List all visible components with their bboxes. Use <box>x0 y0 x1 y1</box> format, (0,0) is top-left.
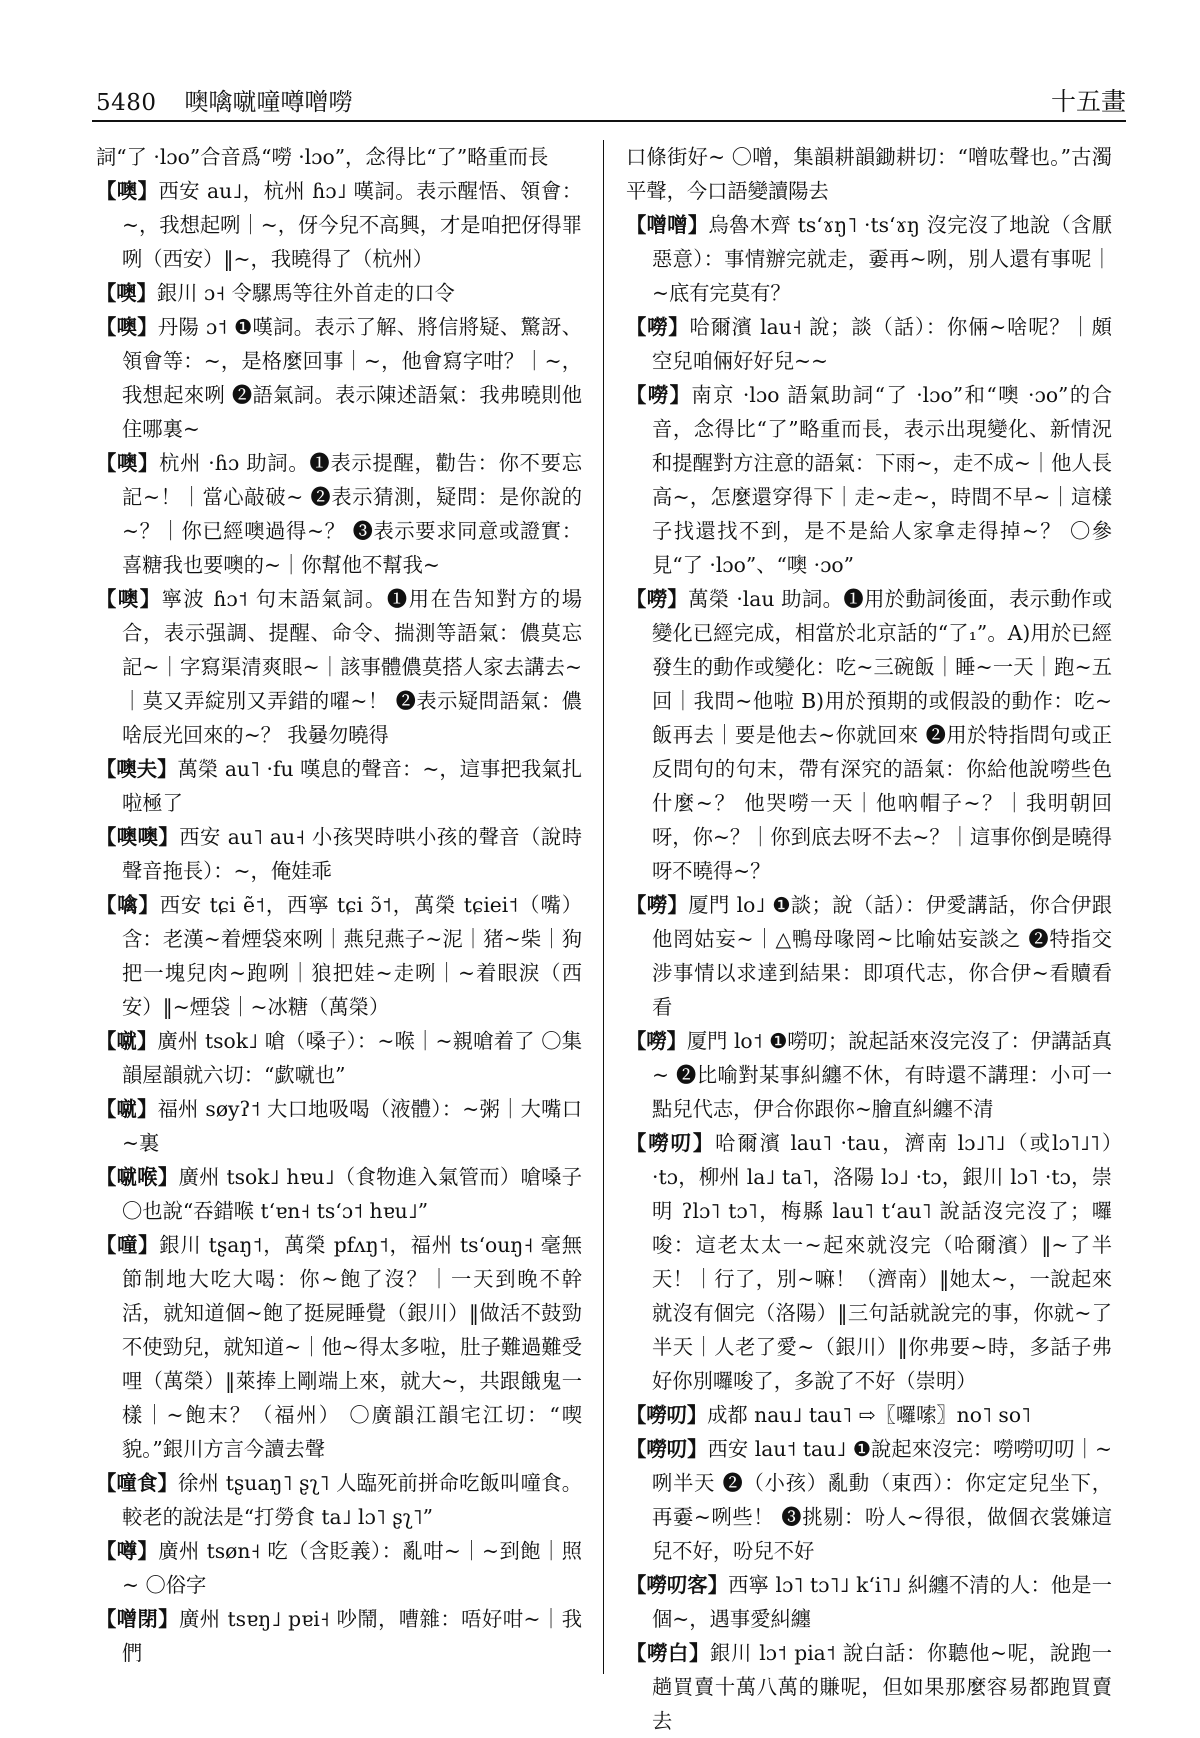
entry-definition: 西安 tɕi ẽ˦，西寧 tɕi ɔ̃˦，萬榮 tɕiei˦（嘴）含：老漢~着煙袋來咧｜燕兒燕子~泥｜猪~柴｜狗把一塊兒肉~跑咧｜狼把娃~走咧｜~着眼淚（西安）‖~煙袋｜~冰糖（萬榮） <box>122 893 582 1019</box>
header-rule <box>92 120 1126 122</box>
left-column <box>96 140 582 1688</box>
dictionary-entry <box>96 888 582 1024</box>
entry-definition: 福州 søyʔ˦ 大口地吸喝（液體）：~粥｜大嘴口~裏 <box>122 1097 582 1155</box>
entry-headword: 【噢】 <box>96 281 157 305</box>
entry-definition: 西安 lau˦ tau˩ ❶說起來沒完：嘮嘮叨叨｜~咧半天 ❷（小孩）亂動（東西）：你定定兒坐下，再嫑~咧些！ ❸挑剔：吩人~得很，做個衣裳嫌這兒不好，吩兒不好 <box>652 1437 1112 1563</box>
header-characters: 噢噙噈噇噂噌嘮 <box>184 88 353 116</box>
entry-definition: 銀川 ɔ˧ 令騾馬等往外首走的口令 <box>156 281 455 305</box>
stroke-section-label: 十五畫 <box>1050 87 1126 116</box>
dictionary-entry <box>96 1160 582 1228</box>
dictionary-entry <box>96 1466 582 1534</box>
entry-headword: 【噈】 <box>96 1097 158 1121</box>
dictionary-entry <box>626 1636 1112 1738</box>
dictionary-entry <box>626 1126 1112 1398</box>
entry-definition: 哈爾濱 lau˥ ·tau，濟南 lɔ˩˥˩（或lɔ˥˩˥）·tɔ，柳州 la˩ ta˥，洛陽 lɔ˩ ·tɔ，銀川 lɔ˥ ·tɔ，崇明 ʔlɔ˥ tɔ˥，梅縣 lau˥ tʻau˥ 說話沒完沒了；囉唆：這老太太一~起來就沒完（哈爾濱）‖~了半天！｜行了，別~嘛！（濟南）‖她太~，一說起來就沒有個完（洛陽）‖三句話就說完的事，你就~了半天｜人老了愛~（銀川）‖你弗要~時，多話子弗好你別囉唆了，多說了不好（崇明） <box>652 1131 1112 1393</box>
dictionary-entry <box>96 1602 582 1670</box>
right-column <box>626 140 1112 1733</box>
entry-definition: 杭州 ·ɦɔ 助詞。❶表示提醒，勸告：你不要忘記~！｜當心敲破~ ❷表示猜測，疑問：是你說的~？｜你已經噢過得~？ ❸表示要求同意或證實：喜糖我也要噢的~｜你幫他不幫我~ <box>122 451 582 577</box>
dictionary-entry <box>96 310 582 446</box>
column-divider <box>603 140 604 1674</box>
dictionary-entry <box>96 1228 582 1466</box>
entry-headword: 【噢】 <box>96 315 158 339</box>
entry-headword: 【噇食】 <box>96 1471 179 1495</box>
entry-headword: 【噈喉】 <box>96 1165 179 1189</box>
entry-definition: 厦門 lo˦ ❶嘮叨；說起話來沒完沒了：伊講話真~ ❷比喻對某事糾纏不休，有時還不講理：小可一點兒代志，伊合你跟你~膾直糾纏不清 <box>652 1029 1112 1121</box>
entry-headword: 【嘮】 <box>626 893 689 917</box>
dictionary-entry <box>626 1398 1112 1432</box>
entry-headword: 【噢】 <box>96 179 159 203</box>
entry-headword: 【噢噢】 <box>96 825 180 849</box>
entry-headword: 【噢夫】 <box>96 757 178 781</box>
header-left <box>96 82 353 117</box>
dictionary-entry <box>626 208 1112 310</box>
entry-definition: 西寧 lɔ˥ tɔ˥˩ kʻi˥˩ 糾纏不清的人：他是一個~，遇事愛糾纏 <box>652 1573 1112 1631</box>
entry-definition: 銀川 tʂaŋ˦，萬榮 pfʌŋ˦，福州 tsʻouŋ˧ 毫無節制地大吃大喝：你~飽了沒？｜一天到晚不幹活，就知道個~飽了挺屍睡覺（銀川）‖做活不鼓勁不使勁兒，就知道~｜他~得太多啦，肚子難過難受哩（萬榮）‖萊捧上剛端上來，就大~，共跟餓鬼一樣｜~飽末？（福州） 〇廣韻江韻宅江切：“喫貌。”銀川方言今讀去聲 <box>122 1233 582 1461</box>
entry-definition: 廣州 tsok˩ 嗆（嗓子）：~喉｜~親嗆着了 〇集韻屋韻就六切：“歔噈也” <box>122 1029 582 1087</box>
entry-headword: 【嘮】 <box>626 587 689 611</box>
entry-headword: 【嘮叨】 <box>626 1131 716 1155</box>
entry-definition: 徐州 tʂuaŋ˥ ʂʅ˥ 人臨死前拼命吃飯叫噇食。較老的說法是“打勞食 ta˩ lɔ˥ ʂʅ˥” <box>122 1471 582 1529</box>
entry-definition: 西安 au˩，杭州 ɦɔ˩ 嘆詞。表示醒悟、領會：~，我想起咧｜~，伢今兒不高興，才是咱把伢得罪咧（西安）‖~，我曉得了（杭州） <box>122 179 582 271</box>
entry-headword: 【噢】 <box>96 587 162 611</box>
dictionary-entry <box>626 378 1112 582</box>
dictionary-entry <box>626 1432 1112 1568</box>
entry-definition: 丹陽 ɔ˦ ❶嘆詞。表示了解、將信將疑、驚訝、領會等：~，是格麼回事｜~，他會寫字咁？｜~，我想起來咧 ❷語氣詞。表示陳述語氣：我弗曉則他住哪裏~ <box>122 315 582 441</box>
entry-headword: 【嘮】 <box>626 383 692 407</box>
entry-headword: 【噈】 <box>96 1029 158 1053</box>
entry-definition: 哈爾濱 lau˧ 說；談（話）：你倆~啥呢？｜頗空兒咱倆好好兒~~ <box>652 315 1112 373</box>
page-header <box>96 82 1126 118</box>
entry-headword: 【嘮】 <box>626 315 690 339</box>
entry-headword: 【嘮叨客】 <box>626 1573 729 1597</box>
entry-definition: 萬榮 ·lau 助詞。❶用於動詞後面，表示動作或變化已經完成，相當於北京話的“了₁”。A)用於已經發生的動作或變化：吃~三碗飯｜睡~一天｜跑~五回｜我問~他啦 B)用於預期的或假設的動作：吃~飯再去｜要是他去~你就回來 ❷用於特指問句或正反問句的句末，帶有深究的語氣：你給他說嘮些色什麼~？ 他哭嘮一天｜他吶帽子~？｜我明朝回呀，你~？｜你到底去呀不去~？｜這事你倒是曉得呀不曉得~？ <box>652 587 1112 883</box>
dictionary-entry <box>96 752 582 820</box>
dictionary-entry <box>96 1092 582 1160</box>
entry-headword: 【噢】 <box>96 451 160 475</box>
dictionary-entry <box>96 140 582 174</box>
dictionary-entry <box>96 446 582 582</box>
dictionary-entry <box>626 1024 1112 1126</box>
dictionary-entry <box>96 276 582 310</box>
entry-headword: 【噇】 <box>96 1233 160 1257</box>
entry-definition: 寧波 ɦɔ˦ 句末語氣詞。❶用在告知對方的場合，表示强調、提醒、命令、揣測等語氣：儂莫忘記~｜字寫渠清爽眼~｜該事體儂莫搭人家去講去~｜莫又弄綻別又弄錯的嚁~！ ❷表示疑問語氣：儂啥辰光回來的~？ 我嘦勿曉得 <box>122 587 582 747</box>
dictionary-entry <box>626 582 1112 888</box>
dictionary-entry <box>626 140 1112 208</box>
dictionary-entry <box>626 888 1112 1024</box>
entry-definition: 厦門 lo˩ ❶談；說（話）：伊愛講話，你合伊跟他罔姑妄~｜△鴨母喙罔~比喻姑妄談之 ❷特指交涉事情以求達到結果：即項代志，你合伊~看贖看看 <box>652 893 1112 1019</box>
dictionary-entry <box>96 1534 582 1602</box>
entry-definition: 成都 nau˩ tau˥ ⇨〖囉嗦〗no˥ so˥ <box>707 1403 1032 1427</box>
entry-definition: 南京 ·lɔo 語氣助詞“了 ·lɔo”和“噢 ·ɔo”的合音，念得比“了”略重而長，表示出現變化、新情況和提醒對方注意的語氣：下雨~，走不成~｜他人長高~，怎麼還穿得下｜走~走~，時間不早~｜這樣子找還找不到，是不是給人家拿走得掉~？ 〇參見“了 ·lɔo”、“噢 ·ɔo” <box>652 383 1112 577</box>
page-number: 5480 <box>96 90 157 116</box>
entry-definition: 口條街好~ 〇噌，集韻耕韻鋤耕切：“噌吰聲也。”古濁平聲，今口語變讀陽去 <box>626 145 1112 203</box>
entry-headword: 【嘮白】 <box>626 1641 711 1665</box>
dictionary-entry <box>626 1568 1112 1636</box>
dictionary-entry <box>96 1024 582 1092</box>
dictionary-entry <box>626 310 1112 378</box>
entry-definition: 廣州 tsok˩ hɐu˩（食物進入氣管而）嗆嗓子 〇也說“吞錯喉 tʻɐn˧ tsʻɔ˦ hɐu˩” <box>122 1165 582 1223</box>
entry-definition: 廣州 tsɐŋ˩ pɐi˧ 吵鬧，嘈雜：唔好咁~｜我們 <box>122 1607 582 1665</box>
entry-definition: 詞“了 ·lɔo”合音爲“嘮 ·lɔo”，念得比“了”略重而長 <box>96 145 549 169</box>
entry-headword: 【噌噌】 <box>626 213 709 237</box>
entry-headword: 【噂】 <box>96 1539 159 1563</box>
entry-headword: 【噙】 <box>96 893 160 917</box>
entry-headword: 【噌閉】 <box>96 1607 180 1631</box>
entry-headword: 【嘮叨】 <box>626 1437 708 1461</box>
entry-definition: 廣州 tsøn˧ 吃（含貶義）：亂咁~｜~到飽｜照~ 〇俗字 <box>122 1539 582 1597</box>
dictionary-entry <box>96 174 582 276</box>
entry-definition: 西安 au˥ au˧ 小孩哭時哄小孩的聲音（說時聲音拖長）：~，俺娃乖 <box>122 825 582 883</box>
dictionary-entry <box>96 820 582 888</box>
entry-headword: 【嘮】 <box>626 1029 687 1053</box>
dictionary-entry <box>96 582 582 752</box>
entry-definition: 萬榮 au˥ ·fu 嘆息的聲音：~，這事把我氣扎啦極了 <box>122 757 582 815</box>
entry-definition: 烏魯木齊 tsʻɤŋ˥ ·tsʻɤŋ 沒完沒了地說（含厭惡意）：事情辦完就走，嫑再~咧，別人還有事呢｜~底有完莫有？ <box>652 213 1112 305</box>
entry-headword: 【嘮叨】 <box>626 1403 708 1427</box>
entry-definition: 銀川 lɔ˦ pia˦ 說白話：你聽他~呢，說跑一趟買賣十萬八萬的賺呢，但如果那麼容易都跑買賣去 <box>652 1641 1112 1733</box>
